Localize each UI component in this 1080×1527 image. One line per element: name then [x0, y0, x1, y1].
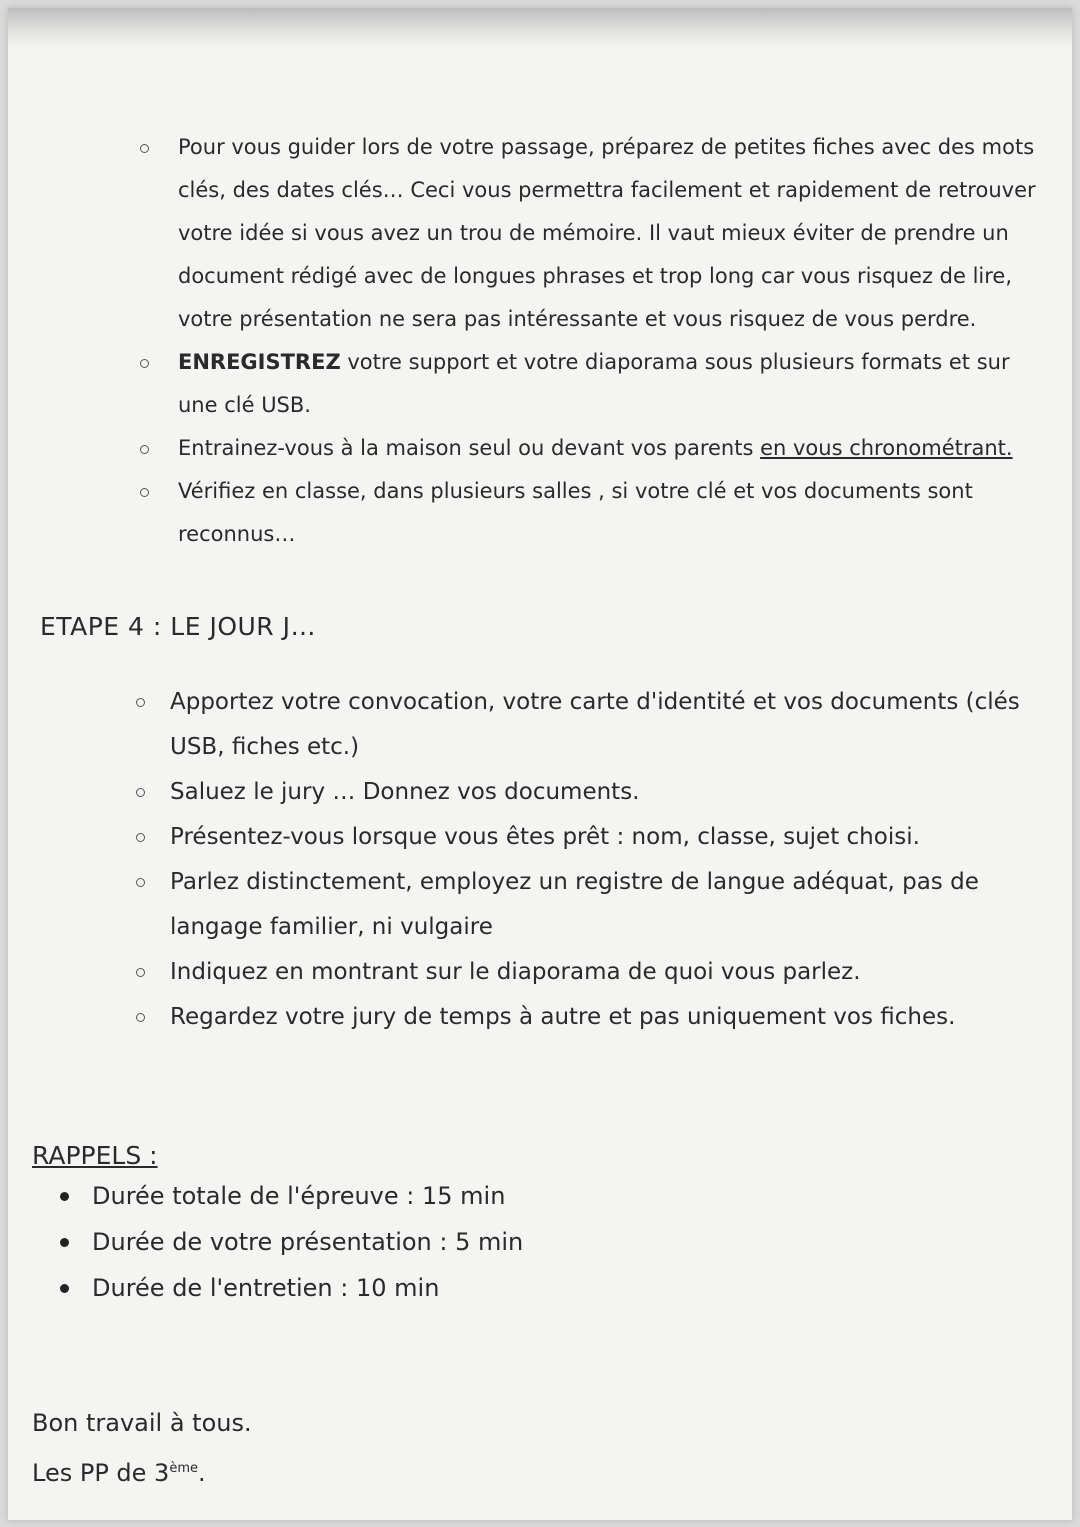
closing-line-2-text: Les PP de 3	[32, 1459, 170, 1487]
list-item	[130, 815, 1050, 860]
document-page	[8, 8, 1072, 1520]
closing-line-2	[32, 1446, 252, 1496]
page-top-shadow	[8, 8, 1072, 48]
list-item-text: Apportez votre convocation, votre carte d'identité et vos documents (clés USB, fiches etc.)	[170, 689, 1020, 760]
day-j-list	[130, 680, 1050, 1040]
section-heading-etape-4: ETAPE 4 : LE JOUR J…	[40, 612, 316, 641]
rappels-title: RAPPELS :	[32, 1141, 158, 1170]
list-item	[130, 995, 1050, 1040]
list-item	[138, 126, 1042, 341]
list-item: Durée de votre présentation : 5 min	[32, 1219, 732, 1265]
list-item-text: Indiquez en montrant sur le diaporama de quoi vous parlez.	[170, 959, 861, 985]
list-item: Durée totale de l'épreuve : 15 min	[32, 1173, 732, 1219]
closing-line-1: Bon travail à tous.	[32, 1409, 252, 1437]
closing-line-2-sup: ème	[169, 1461, 198, 1476]
list-item-text: Vérifiez en classe, dans plusieurs salles , si votre clé et vos documents sont reconnus…	[178, 479, 973, 546]
closing-line-2-end: .	[198, 1459, 206, 1487]
list-item	[138, 341, 1042, 427]
list-item-underlined: en vous chronométrant.	[760, 436, 1013, 460]
list-item	[130, 770, 1050, 815]
preparation-list	[138, 126, 1042, 556]
list-item-text: Regardez votre jury de temps à autre et pas uniquement vos fiches.	[170, 1004, 956, 1030]
closing-signature	[32, 1400, 252, 1496]
list-item-text: Saluez le jury … Donnez vos documents.	[170, 779, 640, 805]
list-item	[138, 427, 1042, 470]
list-item-text: votre support et votre diaporama sous plusieurs formats et sur une clé USB.	[178, 350, 1010, 417]
list-item	[130, 680, 1050, 770]
list-item-text: Présentez-vous lorsque vous êtes prêt : nom, classe, sujet choisi.	[170, 824, 920, 850]
list-item: Durée de l'entretien : 10 min	[32, 1265, 732, 1311]
list-item-text: Parlez distinctement, employez un registre de langue adéquat, pas de langage familier, ni vulgaire	[170, 869, 979, 940]
list-item	[138, 470, 1042, 556]
rappels-list	[32, 1173, 732, 1311]
list-item	[130, 950, 1050, 995]
list-item	[130, 860, 1050, 950]
list-item-text: Pour vous guider lors de votre passage, préparez de petites fiches avec des mots clés, des dates clés… Ceci vous permettra facilement et rapidement de retrouver votre idée si vous avez un trou de mémoire. Il vaut mieux éviter de prendre un document rédigé avec de longues phrases et trop long car vous risquez de lire, votre présentation ne sera pas intéressante et vous risquez de vous perdre.	[178, 135, 1036, 331]
list-item-strong: ENREGISTREZ	[178, 350, 341, 374]
list-item-text: Entrainez-vous à la maison seul ou devant vos parents	[178, 436, 761, 460]
